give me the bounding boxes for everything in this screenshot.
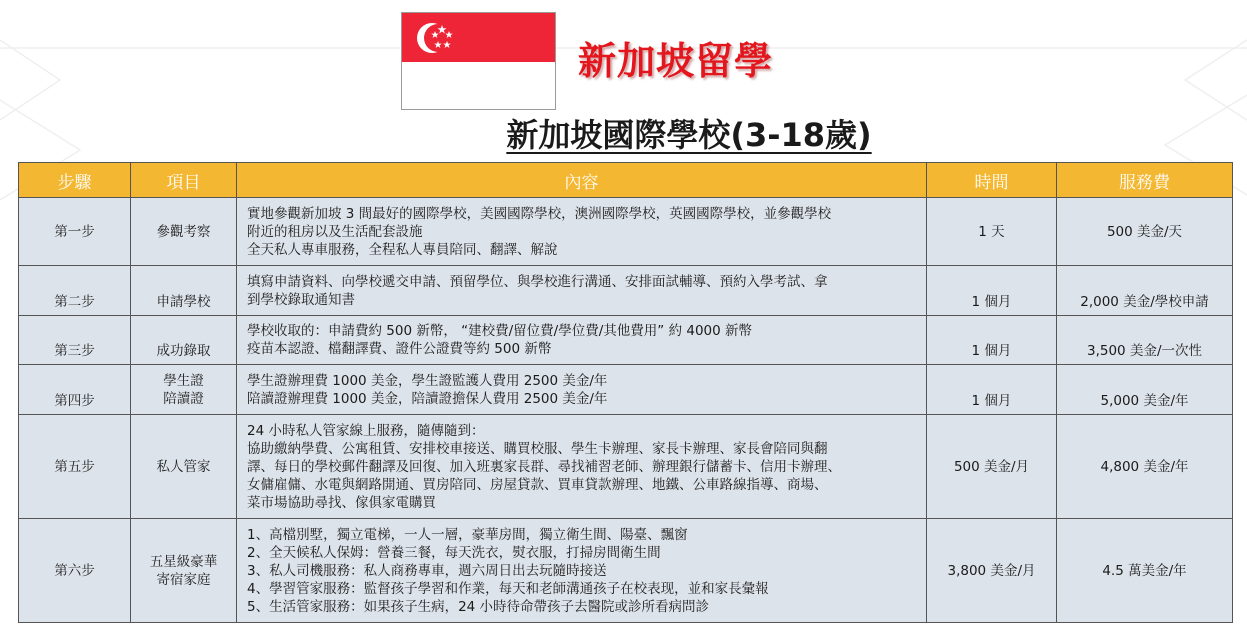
content-line: 全天私人專車服務，全程私人專員陪同、翻譯、解說 [247,241,558,258]
page-title-text: 新加坡國際學校(3-18歲) [506,116,872,154]
item-line: 成功錄取 [156,343,211,359]
fee-cell: 2,000 美金/學校申請 [1057,266,1233,316]
content-line: 2、全天候私人保姆：營養三餐，每天洗衣，熨衣服，打掃房間衛生間 [247,544,661,561]
item-cell [131,519,237,623]
step-cell: 第四步 [19,365,131,415]
table-row [19,519,1233,623]
step-cell: 第五步 [19,415,131,519]
fee-cell: 3,500 美金/一次性 [1057,316,1233,365]
content-cell [237,198,927,266]
content-line: 4、學習管家服務：監督孩子學習和作業，每天和老師溝通孩子在校表现，並和家長彙報 [247,580,769,597]
header-time: 時間 [927,163,1057,198]
service-table [18,162,1233,623]
header-content: 內容 [237,163,927,198]
step-cell: 第六步 [19,519,131,623]
content-line: 3、私人司機服務：私人商務專車，週六周日出去玩隨時接送 [247,562,607,579]
fee-cell: 5,000 美金/年 [1057,365,1233,415]
content-line: 填寫申請資料、向學校遞交申請、預留學位、與學校進行溝通、安排面試輔導、預約入學考試、拿 [247,273,828,290]
content-line: 協助繳納學費、公寓租賃、安排校車接送、購買校服、學生卡辦理、家長卡辦理、家長會陪同與翻 [247,440,828,457]
content-line: 女傭雇傭、水電與網路開通、買房陪同、房屋貸款、買車貸款辦理、地鐵、公車路線指導、商場、 [247,476,828,493]
table-row [19,266,1233,316]
table-row [19,415,1233,519]
item-line: 學生證 [163,372,204,389]
item-cell [131,198,237,266]
table-row [19,316,1233,365]
time-cell: 1 個月 [927,316,1057,365]
item-cell [131,266,237,316]
step-cell: 第三步 [19,316,131,365]
time-cell: 1 天 [927,198,1057,266]
content-cell [237,519,927,623]
content-line: 到學校錄取通知書 [247,291,355,308]
item-line: 參觀考察 [156,223,211,240]
time-cell: 1 個月 [927,365,1057,415]
fee-cell: 4.5 萬美金/年 [1057,519,1233,623]
header-item: 項目 [131,163,237,198]
singapore-flag [401,12,556,110]
fee-cell: 4,800 美金/年 [1057,415,1233,519]
step-cell: 第二步 [19,266,131,316]
header-step: 步驟 [19,163,131,198]
item-line: 申請學校 [156,294,211,310]
crescent-stars-icon [402,13,557,62]
item-cell [131,316,237,365]
content-cell [237,316,927,365]
content-line: 學校收取的：申請費約 500 新幣， “建校費/留位費/學位費/其他費用” 約 4000 新幣 [247,323,753,339]
content-line: 菜市場協助尋找、傢俱家電購買 [247,494,436,511]
content-line: 疫苗本認證、檔翻譯費、證件公證費等約 500 新幣 [247,341,552,357]
content-cell [237,365,927,415]
item-line: 五星級豪華 [149,553,218,570]
header-fee: 服務費 [1057,163,1233,198]
item-cell [131,415,237,519]
content-line: 附近的租房以及生活配套設施 [247,223,423,240]
time-cell: 1 個月 [927,266,1057,316]
content-line: 譯、每日的學校郵件翻譯及回復、加入班裏家長群、尋找補習老師、辦理銀行儲蓄卡、信用卡辦理、 [247,458,841,475]
content-line: 24 小時私人管家線上服務，隨傳隨到： [247,422,485,439]
fee-cell: 500 美金/天 [1057,198,1233,266]
content-cell [237,415,927,519]
step-cell: 第一步 [19,198,131,266]
item-line: 陪讀證 [163,390,204,407]
table-row [19,198,1233,266]
content-cell [237,266,927,316]
content-line: 實地參觀新加坡 3 間最好的國際學校，美國國際學校，澳洲國際學校，英國國際學校，並參觀學校 [247,205,832,222]
time-cell: 3,800 美金/月 [927,519,1057,623]
time-cell: 500 美金/月 [927,415,1057,519]
page-title [0,110,1247,156]
table-row [19,365,1233,415]
content-line: 5、生活管家服務：如果孩子生病，24 小時待命帶孩子去醫院或診所看病問診 [247,598,710,615]
item-line: 寄宿家庭 [156,571,211,588]
content-line: 陪讀證辦理費 1000 美金，陪讀證擔保人費用 2500 美金/年 [247,390,608,407]
content-line: 1、高檔別墅，獨立電梯，一人一層，豪華房間，獨立衛生間、陽臺、飄窗 [247,526,688,543]
content-line: 學生證辦理費 1000 美金，學生證監護人費用 2500 美金/年 [247,372,608,389]
item-line: 私人管家 [156,458,211,475]
item-cell [131,365,237,415]
brand-heading: 新加坡留學 [578,39,774,83]
table-header-row [19,163,1233,198]
